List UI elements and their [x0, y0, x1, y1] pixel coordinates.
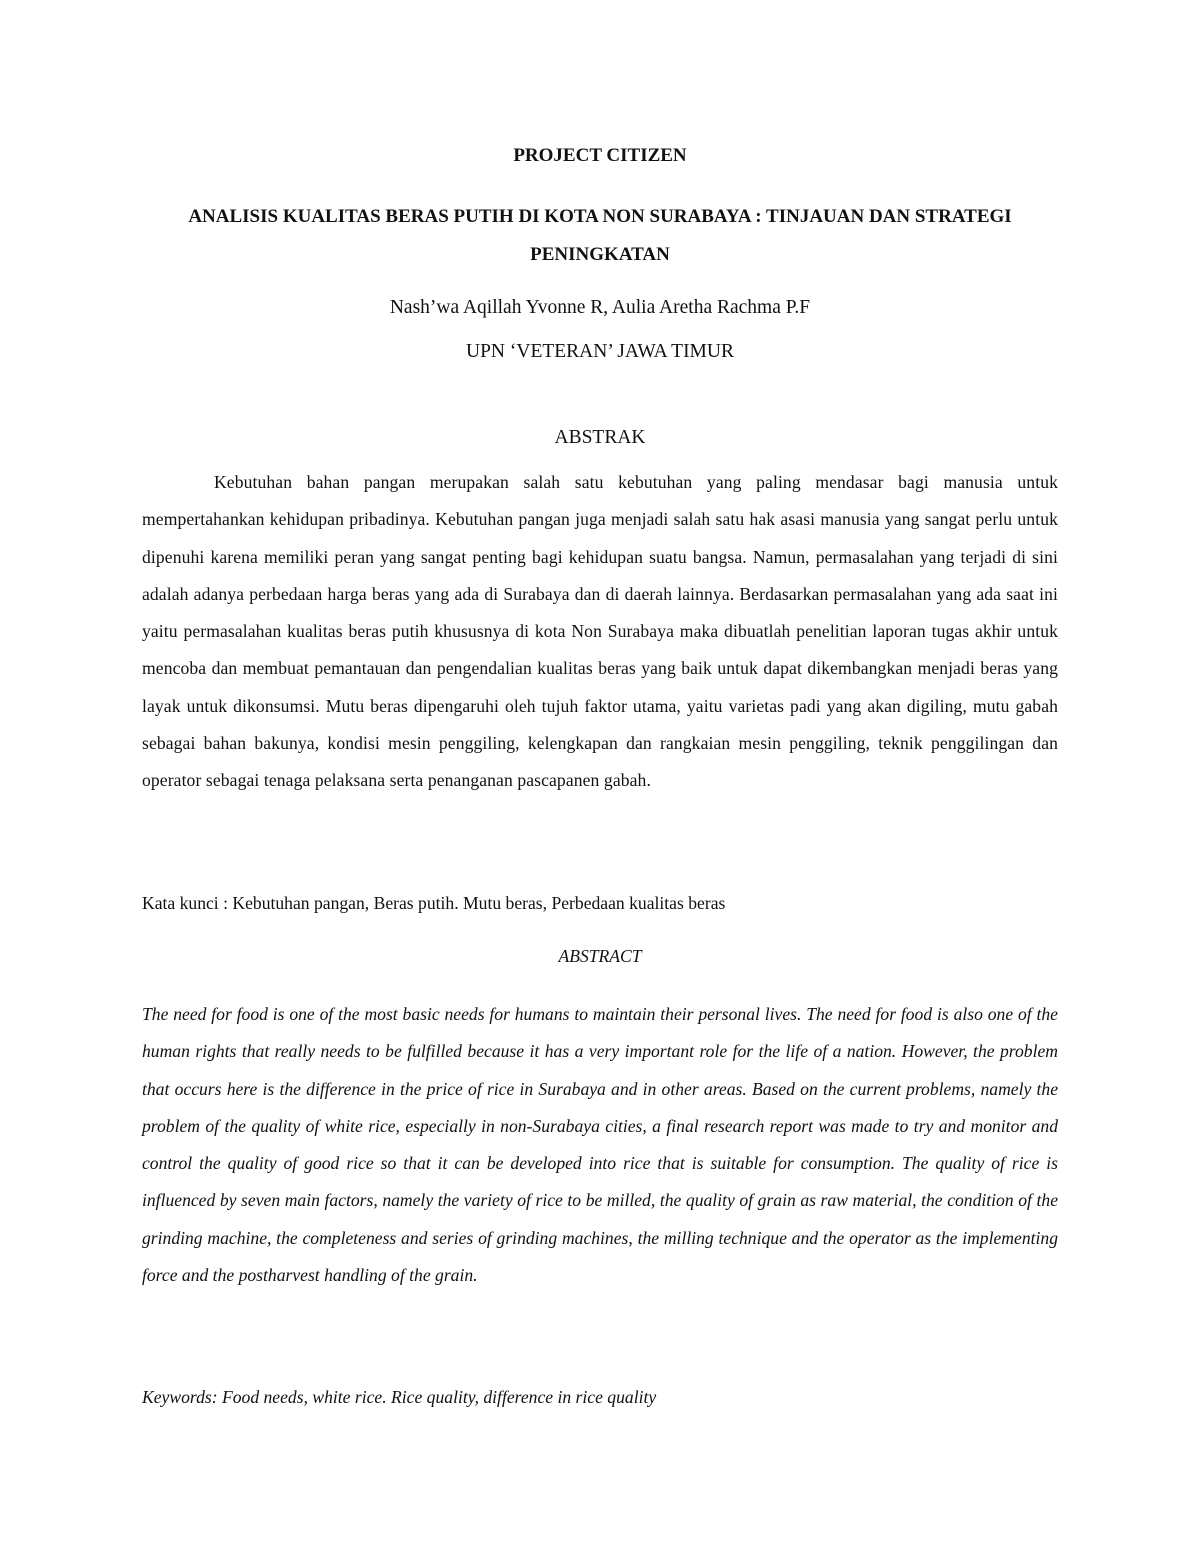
author-affiliation: UPN ‘VETERAN’ JAWA TIMUR	[465, 341, 734, 362]
abstract-body: The need for food is one of the most basic needs for humans to maintain their personal lives. The need for food is also one of the human rights that really needs to be fulfilled because it has a very important role for the life of a nation. However, the problem that occurs here is the difference in the price of rice in Surabaya and in other areas. Based on the current problems, namely the problem of the quality of white rice, especially in non-Surabaya cities, a final research report was made to try and monitor and control the quality of good rice so that it can be developed into rice that is suitable for consumption. The quality of rice is influenced by seven main factors, namely the variety of rice to be milled, the quality of grain as raw material, the condition of the grinding machine, the completeness and series of grinding machines, the milling technique and the operator as the implementing force and the postharvest handling of the grain.	[142, 1004, 1058, 1286]
document-subtitle: ANALISIS KUALITAS BERAS PUTIH DI KOTA NON SURABAYA : TINJAUAN DAN STRATEGI PENINGKATAN	[188, 206, 1012, 265]
document-title: PROJECT CITIZEN	[513, 145, 687, 166]
abstrak-body: Kebutuhan bahan pangan merupakan salah satu kebutuhan yang paling mendasar bagi manusia untuk mempertahankan kehidupan pribadinya. Kebutuhan pangan juga menjadi salah satu hak asasi manusia yang sangat perlu untuk dipenuhi karena memiliki peran yang sangat penting bagi kehidupan suatu bangsa. Namun, permasalahan yang terjadi di sini adalah adanya perbedaan harga beras yang ada di Surabaya dan di daerah lainnya. Berdasarkan permasalahan yang ada saat ini yaitu permasalahan kualitas beras putih khususnya di kota Non Surabaya maka dibuatlah penelitian laporan tugas akhir untuk mencoba dan membuat pemantauan dan pengendalian kualitas beras yang baik untuk dapat dikembangkan menjadi beras yang layak untuk dikonsumsi. Mutu beras dipengaruhi oleh tujuh faktor utama, yaitu varietas padi yang akan digiling, mutu gabah sebagai bahan bakunya, kondisi mesin penggiling, kelengkapan dan rangkaian mesin penggiling, teknik penggilingan dan operator sebagai tenaga pelaksana serta penanganan pascapanen gabah.	[142, 472, 1058, 791]
abstrak-keywords: Kata kunci : Kebutuhan pangan, Beras putih. Mutu beras, Perbedaan kualitas beras	[142, 893, 726, 913]
abstract-keywords: Keywords: Food needs, white rice. Rice quality, difference in rice quality	[142, 1387, 657, 1407]
abstract-heading: ABSTRACT	[558, 946, 642, 966]
abstrak-heading: ABSTRAK	[554, 427, 646, 448]
author-list: Nash’wa Aqillah Yvonne R, Aulia Aretha Rachma P.F	[389, 297, 811, 318]
